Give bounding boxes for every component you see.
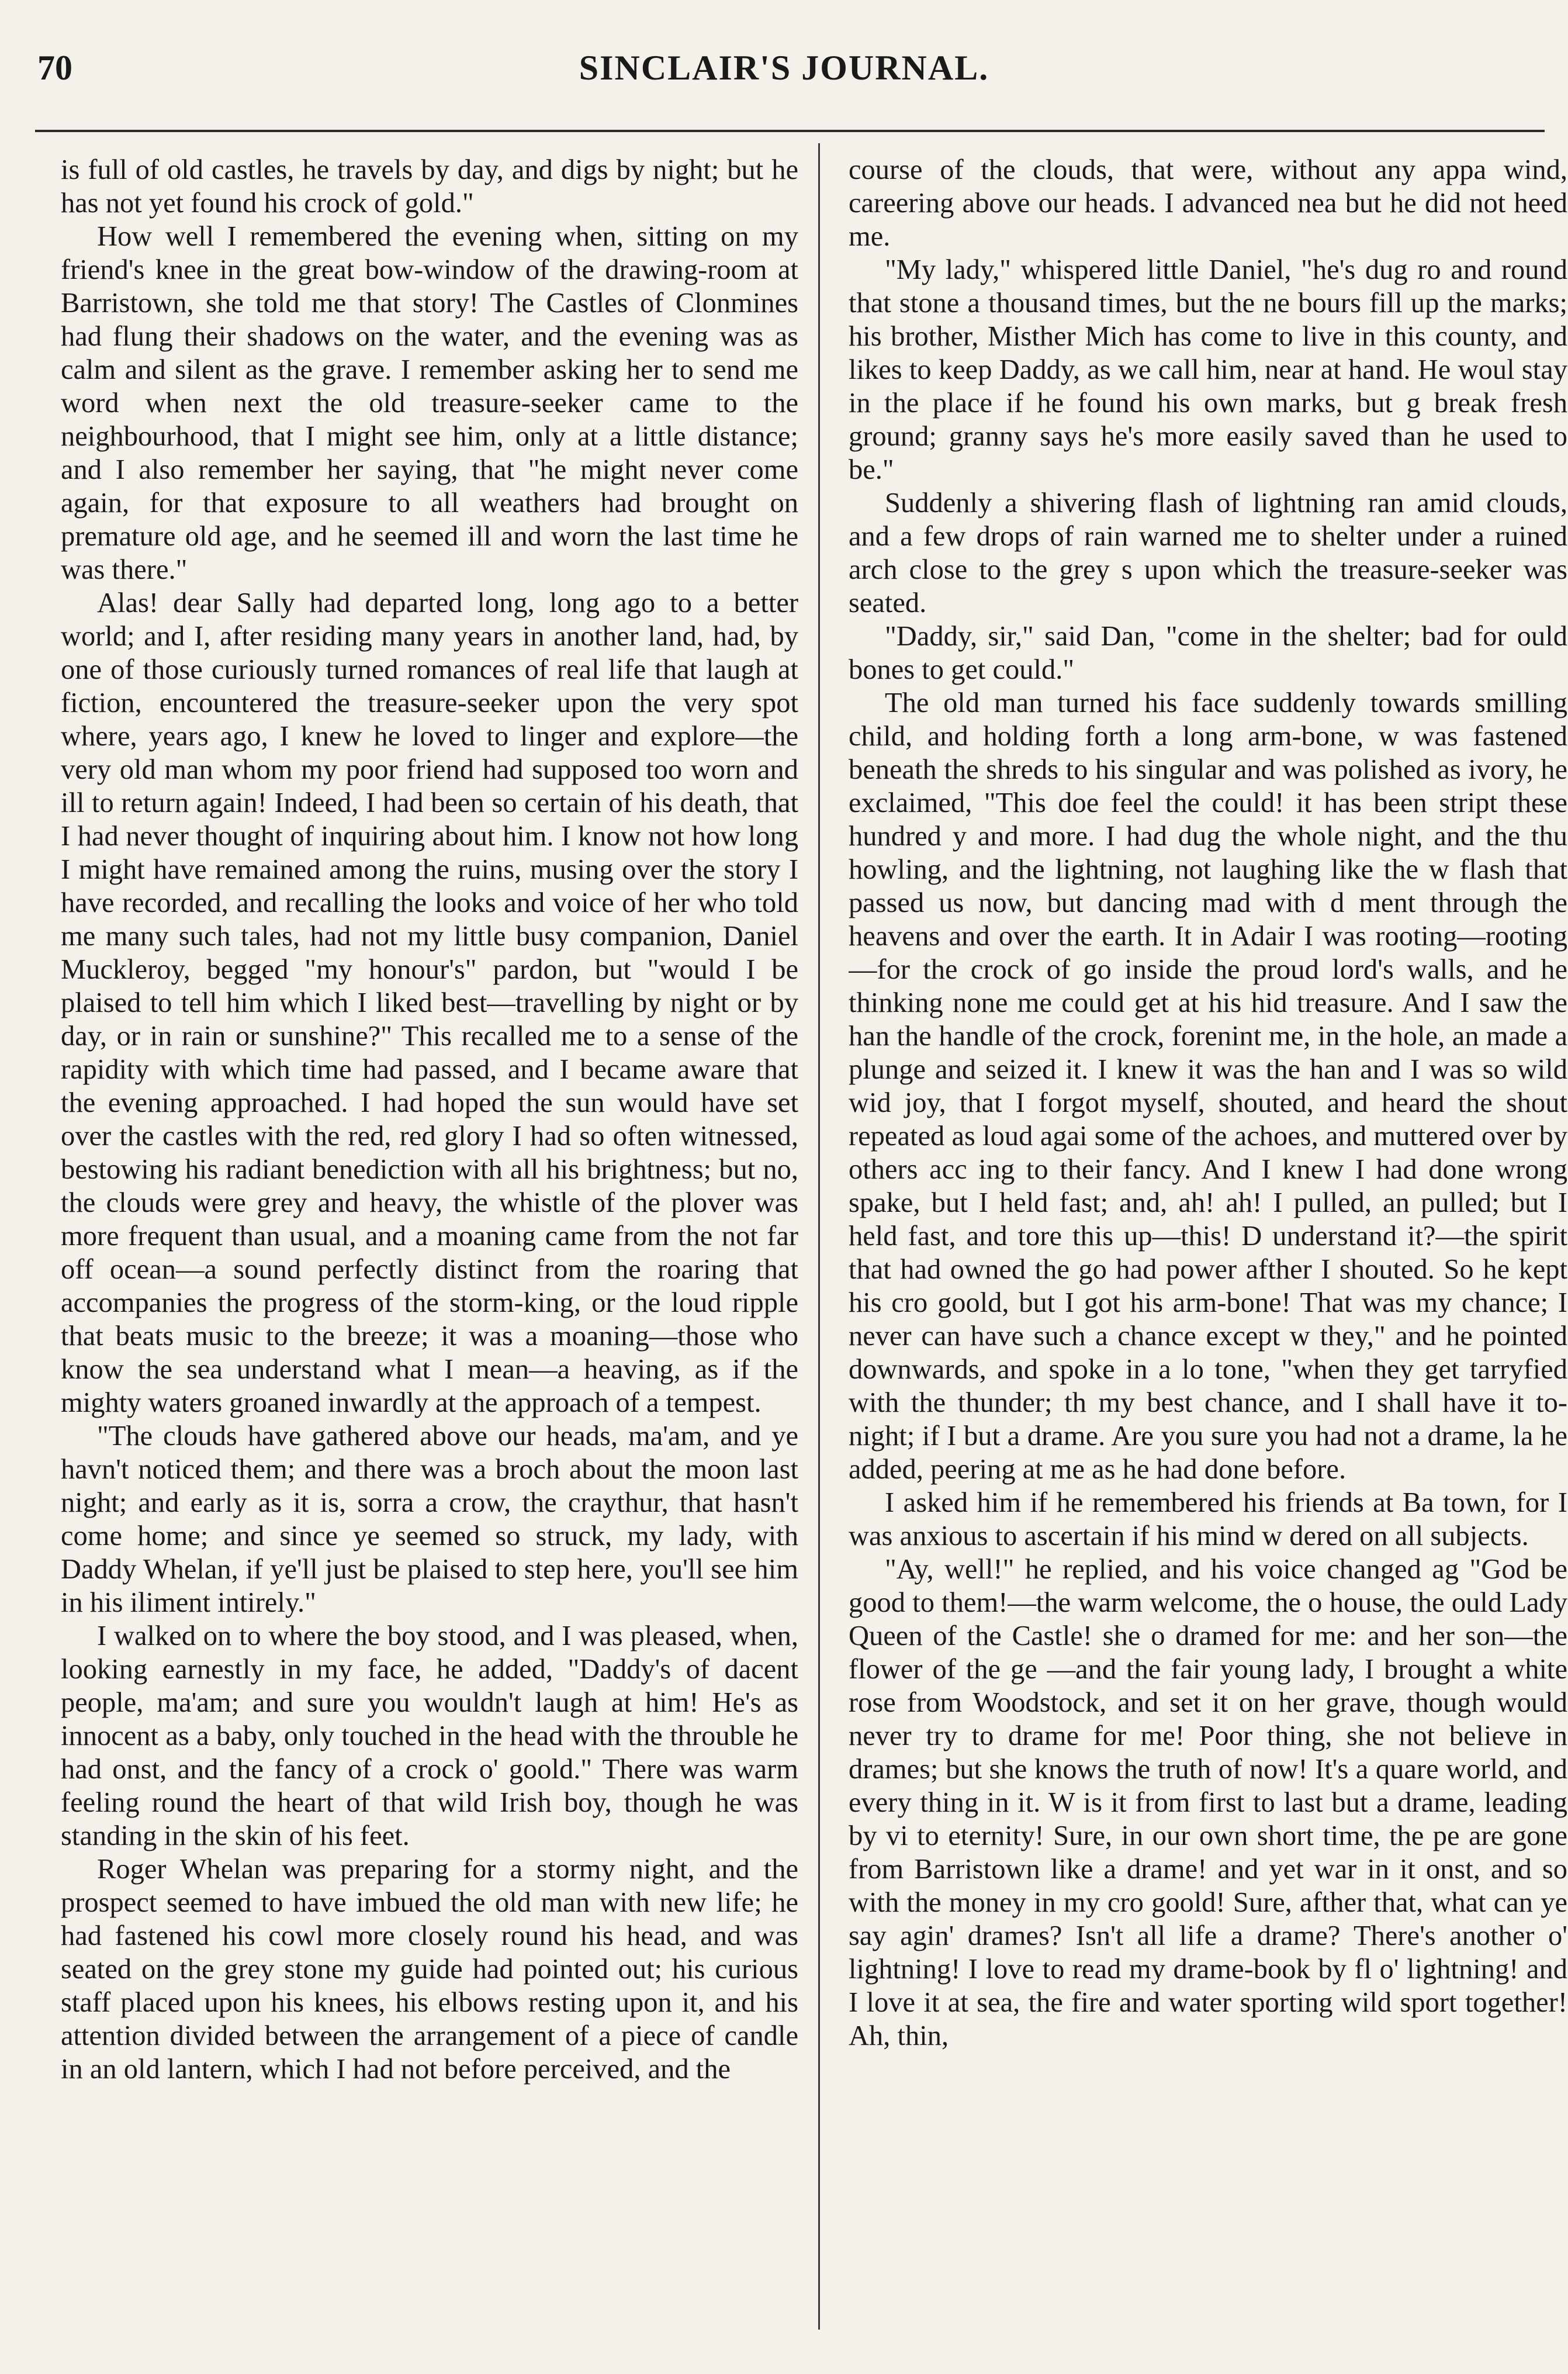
paragraph: I walked on to where the boy stood, and I was pleased, when, looking earnestly in my face, he added, "Daddy's of dacent people, ma'am; and sure you wouldn't laugh at him! He's as innocent as a baby, only touched in the head with the throuble he had onst, and the fancy of a crock o' goold." There was warm feeling round the heart of that wild Irish boy, though he was standing in the skin of his feet. [61, 1620, 798, 1851]
paragraph: The old man turned his face suddenly towards smilling child, and holding forth a long arm-bone, w was fastened beneath the shreds to his singular and was polished as ivory, he exclaimed, "This doe feel the could! it has been stript these hundred y and more. I had dug the whole night, and the thu howling, and the lightning, not laughing like the w flash that passed us now, but dancing mad with d ment through the heavens and over the earth. It in Adair I was rooting—rooting—for the crock of go inside the proud lord's walls, and he thinking none me could get at his hid treasure. And I saw the han the handle of the crock, forenint me, in the hole, an made a plunge and seized it. I knew it was the han and I was so wild wid joy, that I forgot myself, shouted, and heard the shout repeated as loud agai some of the achoes, and muttered over by others acc ing to their fancy. And I knew I had done wrong spake, but I held fast; and, ah! ah! I pulled, an pulled; but I held fast, and tore this up—this! D understand it?—the spirit that had owned the go had power afther I shouted. So he kept his cro goold, but I got his arm-bone! That was my chance; I never can have such a chance except w they," and he pointed downwards, and spoke in a lo tone, "when they get tarryfied with the thunder; th my best chance, and I shall have it to-night; if I but a drame. Are you sure you had not a drame, la he added, peering at me as he had done before. [849, 687, 1567, 1485]
paragraph: Roger Whelan was preparing for a stormy night, and the prospect seemed to have imbued the old man with new life; he had fastened his cowl more closely round his head, and was seated on the grey stone my guide had pointed out; his curious staff placed upon his knees, his elbows resting upon it, and his attention divided between the arrangement of a piece of candle in an old lantern, which I had not before perceived, and the [61, 1854, 798, 2085]
paragraph: I asked him if he remembered his friends at Ba town, for I was anxious to ascertain if his mind w dered on all subjects. [849, 1487, 1567, 1551]
paragraph: "My lady," whispered little Daniel, "he's dug ro and round that stone a thousand times, but the ne bours fill up the marks; his brother, Misther Mich has come to live in this county, and likes to keep Daddy, as we call him, near at hand. He woul stay in the place if he found his own marks, but g break fresh ground; granny says he's more easily saved than he used to be." [849, 254, 1567, 485]
journal-title: SINCLAIR'S JOURNAL. [579, 49, 989, 87]
paragraph: Suddenly a shivering flash of lightning ran amid clouds, and a few drops of rain warned me to shelter under a ruined arch close to the grey s upon which the treasure-seeker was seated. [849, 488, 1567, 618]
paragraph: How well I remembered the evening when, sitting on my friend's knee in the great bow-window of the drawing-room at Barristown, she told me that story! The Castles of Clonmines had flung their shadows on the water, and the evening was as calm and silent as the grave. I remember asking her to send me word when next the old treasure-seeker came to the neighbourhood, that I might see him, only at a little distance; and I also remember her saying, that "he might never come again, for that exposure to all weathers had brought on premature old age, and he seemed ill and worn the last time he was there." [61, 221, 798, 585]
paragraph: Alas! dear Sally had departed long, long ago to a better world; and I, after residing many years in another land, had, by one of those curiously turned romances of real life that laugh at fiction, encountered the treasure-seeker upon the very spot where, years ago, I knew he loved to linger and explore—the very old man whom my poor friend had supposed too worn and ill to return again! Indeed, I had been so certain of his death, that I had never thought of inquiring about him. I know not how long I might have remained among the ruins, musing over the story I have recorded, and recalling the looks and voice of her who told me many such tales, had not my little busy companion, Daniel Muckleroy, begged "my honour's" pardon, but "would I be plaised to tell him which I liked best—travelling by night or by day, or in rain or sunshine?" This recalled me to a sense of the rapidity with which time had passed, and I became aware that the evening approached. I had hoped the sun would have set over the castles with the red, red glory I had so often witnessed, bestowing his radiant benediction with all his brightness; but no, the clouds were grey and heavy, the whistle of the plover was more frequent than usual, and a moaning came from the not far off ocean—a sound perfectly distinct from the roaring that accompanies the progress of the storm-king, or the loud ripple that beats music to the breeze; it was a moaning—those who know the sea understand what I mean—a heaving, as if the mighty waters groaned inwardly at the approach of a tempest. [61, 588, 798, 1418]
paragraph: "Daddy, sir," said Dan, "come in the shelter; bad for ould bones to get could." [849, 621, 1567, 685]
paragraph: "The clouds have gathered above our heads, ma'am, and ye havn't noticed them; and there was a broch about the moon last night; and early as it is, sorra a crow, the craythur, that hasn't come home; and since ye seemed so struck, my lady, with Daddy Whelan, if ye'll just be plaised to step here, you'll see him in his iliment intirely." [61, 1421, 798, 1618]
paragraph: is full of old castles, he travels by day, and digs by night; but he has not yet found his crock of gold." [61, 154, 798, 219]
column-divider [818, 143, 820, 2330]
right-column [849, 153, 1567, 2345]
page-number: 70 [37, 49, 72, 87]
paragraph: course of the clouds, that were, without any appa wind, careering above our heads. I advanced nea but he did not heed me. [849, 154, 1567, 252]
header-rule [35, 130, 1545, 132]
left-column [61, 153, 798, 2345]
paragraph: "Ay, well!" he replied, and his voice changed ag "God be good to them!—the warm welcome, the o house, the ould Lady Queen of the Castle! she o dramed for me: and her son—the flower of the ge —and the fair young lady, I brought a white rose from Woodstock, and set it on her grave, though would never try to drame for me! Poor thing, she not believe in drames; but she knows the truth of now! It's a quare world, and every thing in it. W is it from first to last but a drame, leading by vi to eternity! Sure, in our own short time, the pe are gone from Barristown like a drame! and yet war in it onst, and so with the money in my cro goold! Sure, afther that, what can ye say agin' drames? Isn't all life a drame? There's another o' lightning! I love to read my drame-book by fl o' lightning! and I love it at sea, the fire and water sporting wild sport together! Ah, thin, [849, 1554, 1567, 2051]
